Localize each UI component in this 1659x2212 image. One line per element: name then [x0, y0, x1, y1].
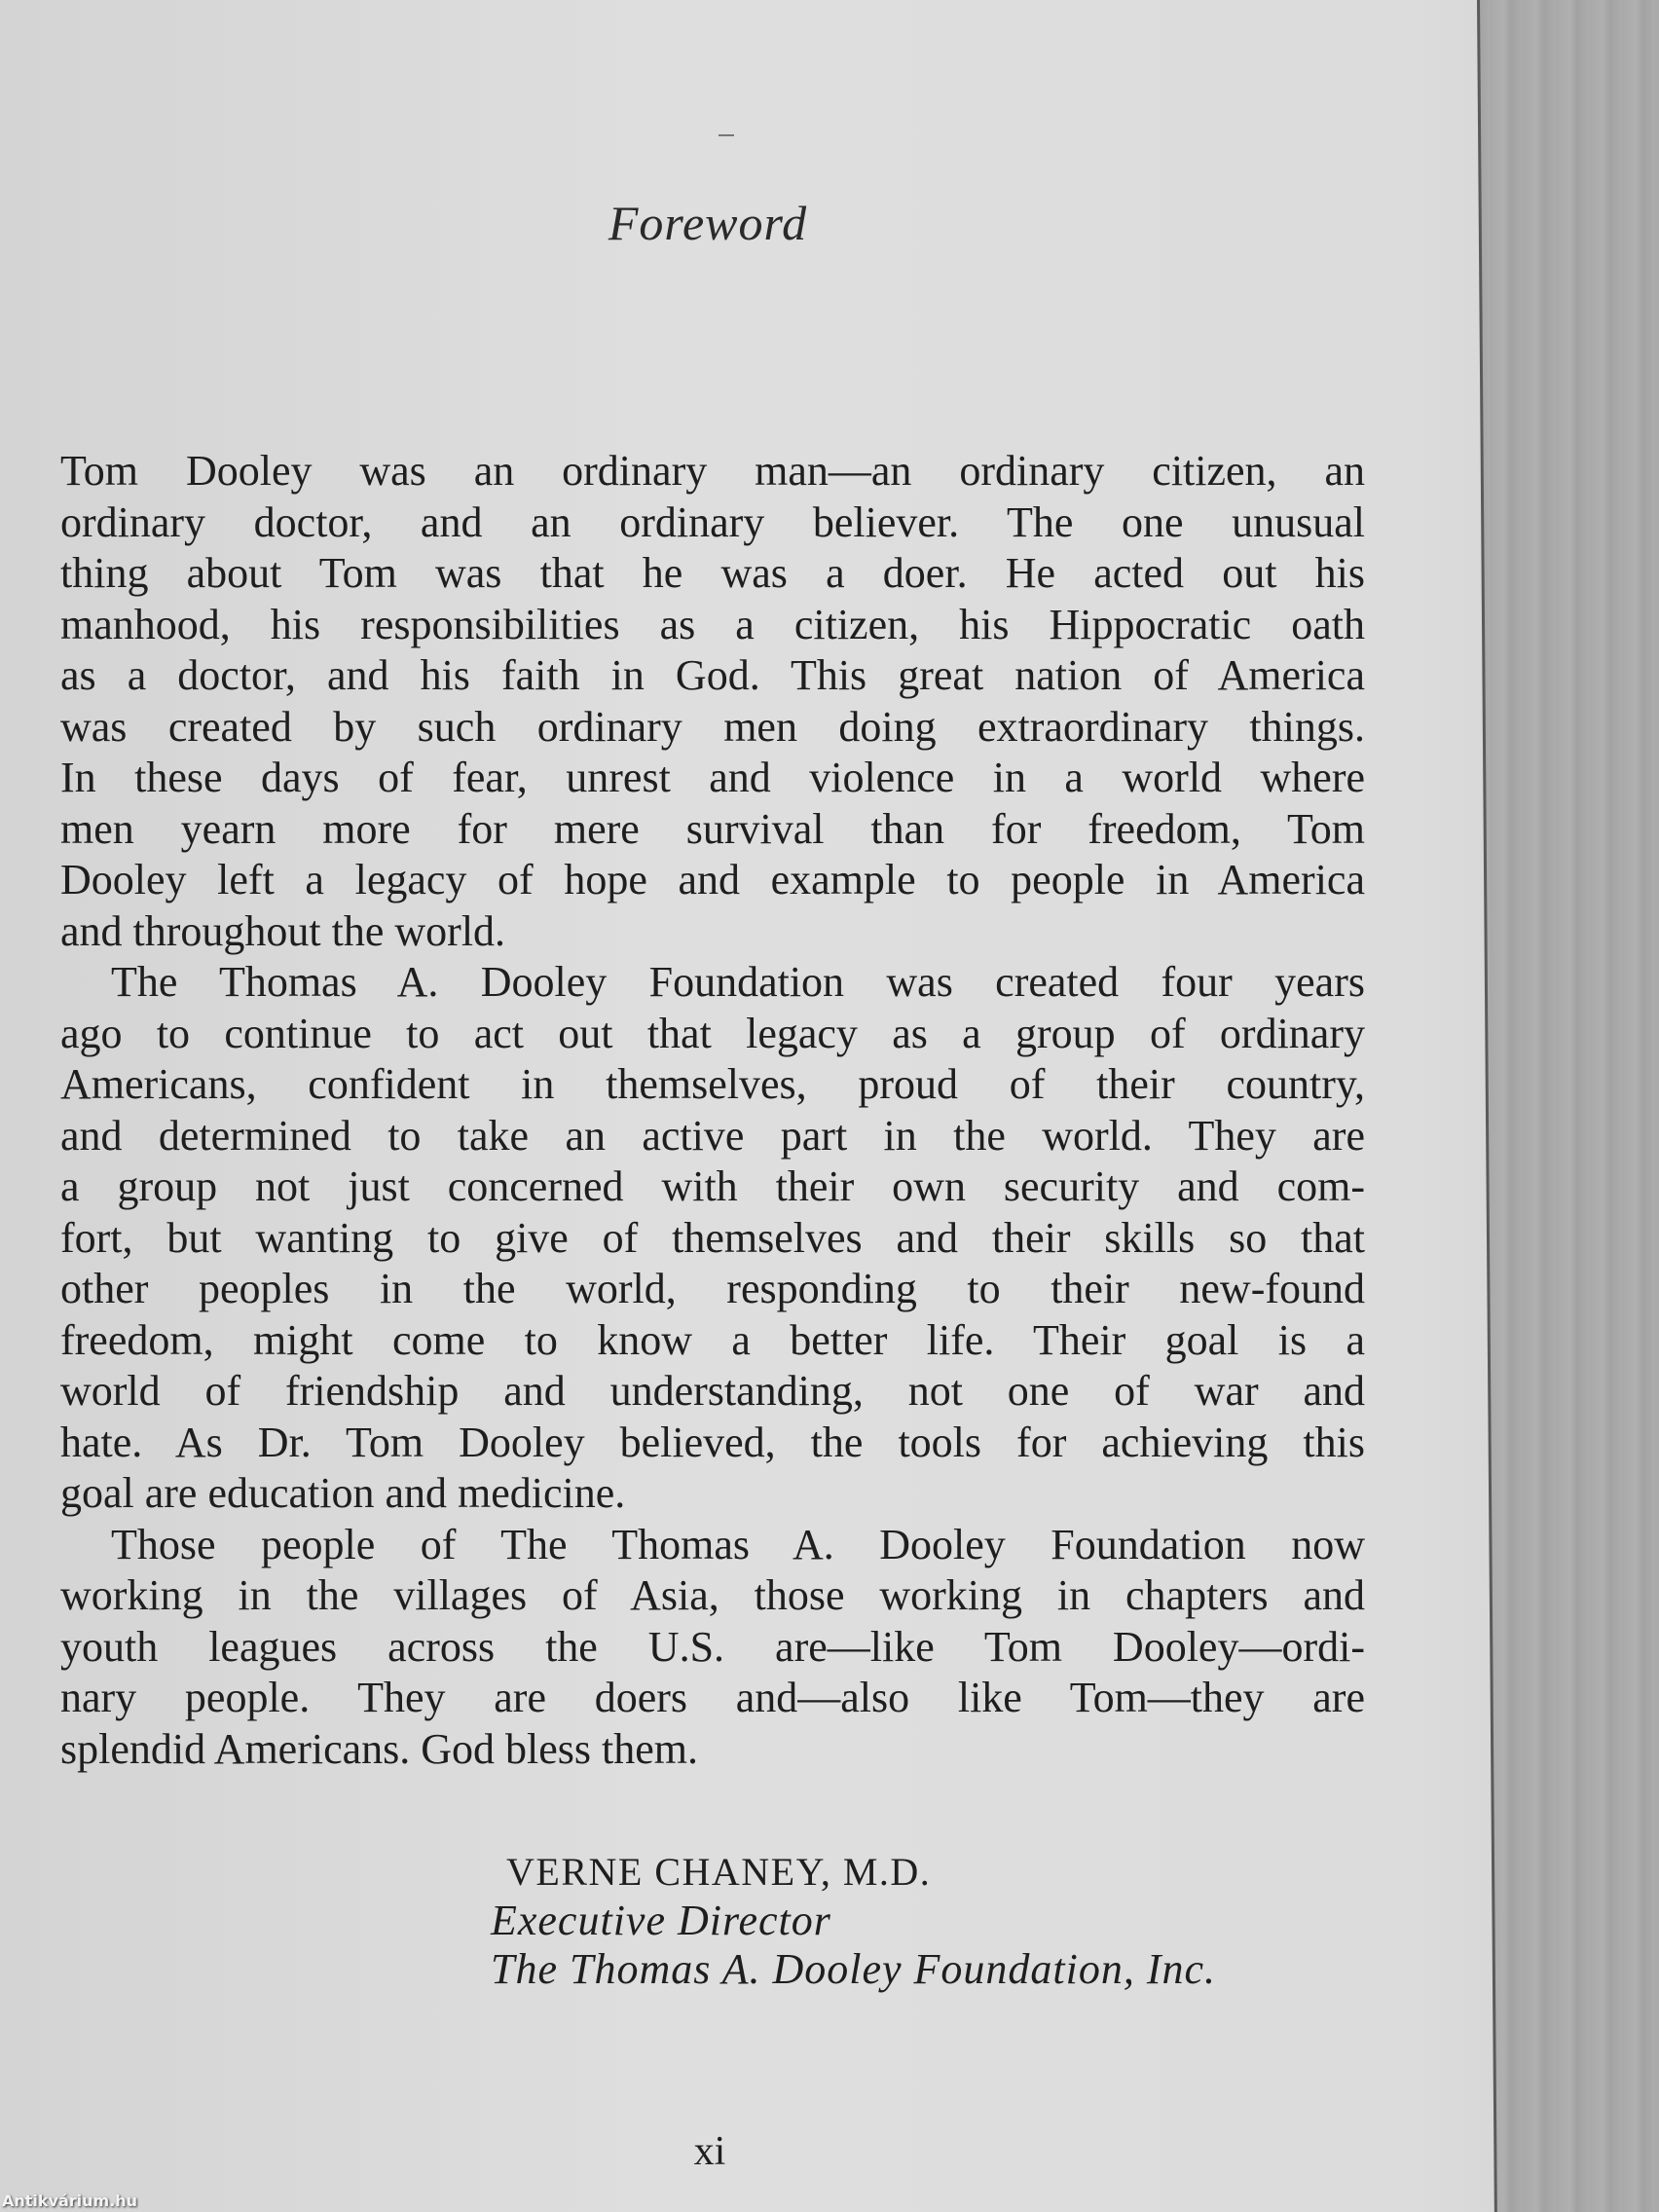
- text-line: freedom, might come to know a better life. Their goal is a: [60, 1315, 1365, 1364]
- foreword-body: [60, 446, 1365, 1775]
- text-line: ago to continue to act out that legacy as a group of ordinary: [60, 1009, 1365, 1057]
- signatory-role: Executive Director: [491, 1897, 831, 1944]
- text-line: was created by such ordinary men doing extraordinary things.: [60, 702, 1365, 751]
- text-line: a group not just concerned with their own security and com-: [60, 1162, 1365, 1210]
- text-line: other peoples in the world, responding to their new-found: [60, 1265, 1365, 1312]
- printer-mark: [719, 134, 734, 136]
- text-line: The Thomas A. Dooley Foundation was created four years: [111, 958, 1365, 1006]
- text-line: and throughout the world.: [60, 906, 506, 955]
- text-line: splendid Americans. God bless them.: [60, 1724, 699, 1773]
- text-line: manhood, his responsibilities as a citizen, his Hippocratic oath: [60, 600, 1365, 648]
- watermark: Antikvárium.hu: [2, 2192, 138, 2210]
- text-line: fort, but wanting to give of themselves and their skills so that: [60, 1213, 1365, 1262]
- text-line: Dooley left a legacy of hope and example to people in America: [60, 856, 1365, 903]
- text-line: working in the villages of Asia, those working in chapters and: [60, 1571, 1365, 1619]
- text-line: Americans, confident in themselves, proud of their country,: [60, 1060, 1365, 1108]
- chapter-title: Foreword: [608, 196, 808, 250]
- text-line: goal are education and medicine.: [60, 1469, 626, 1517]
- text-line: Tom Dooley was an ordinary man—an ordinary citizen, an: [60, 447, 1365, 495]
- text-line: and determined to take an active part in the world. They are: [60, 1111, 1365, 1160]
- page-number: xi: [693, 2129, 726, 2174]
- signatory-name: VERNE CHANEY, M.D.: [506, 1850, 932, 1894]
- text-line: thing about Tom was that he was a doer. He acted out his: [60, 549, 1365, 597]
- text-line: In these days of fear, unrest and violence in a world where: [60, 754, 1365, 801]
- text-line: men yearn more for mere survival than for freedom, Tom: [60, 804, 1365, 853]
- text-line: nary people. They are doers and—also like Tom—they are: [60, 1674, 1365, 1721]
- text-line: hate. As Dr. Tom Dooley believed, the tools for achieving this: [60, 1418, 1365, 1466]
- text-line: Those people of The Thomas A. Dooley Foundation now: [111, 1520, 1365, 1568]
- signatory-organization: The Thomas A. Dooley Foundation, Inc.: [491, 1945, 1217, 1993]
- text-line: as a doctor, and his faith in God. This great nation of America: [60, 651, 1365, 699]
- text-line: youth leagues across the U.S. are—like Tom Dooley—ordi-: [60, 1622, 1365, 1671]
- signature-block: [491, 1848, 1216, 1994]
- text-line: ordinary doctor, and an ordinary believer. The one unusual: [60, 498, 1365, 546]
- text-line: world of friendship and understanding, not one of war and: [60, 1367, 1365, 1415]
